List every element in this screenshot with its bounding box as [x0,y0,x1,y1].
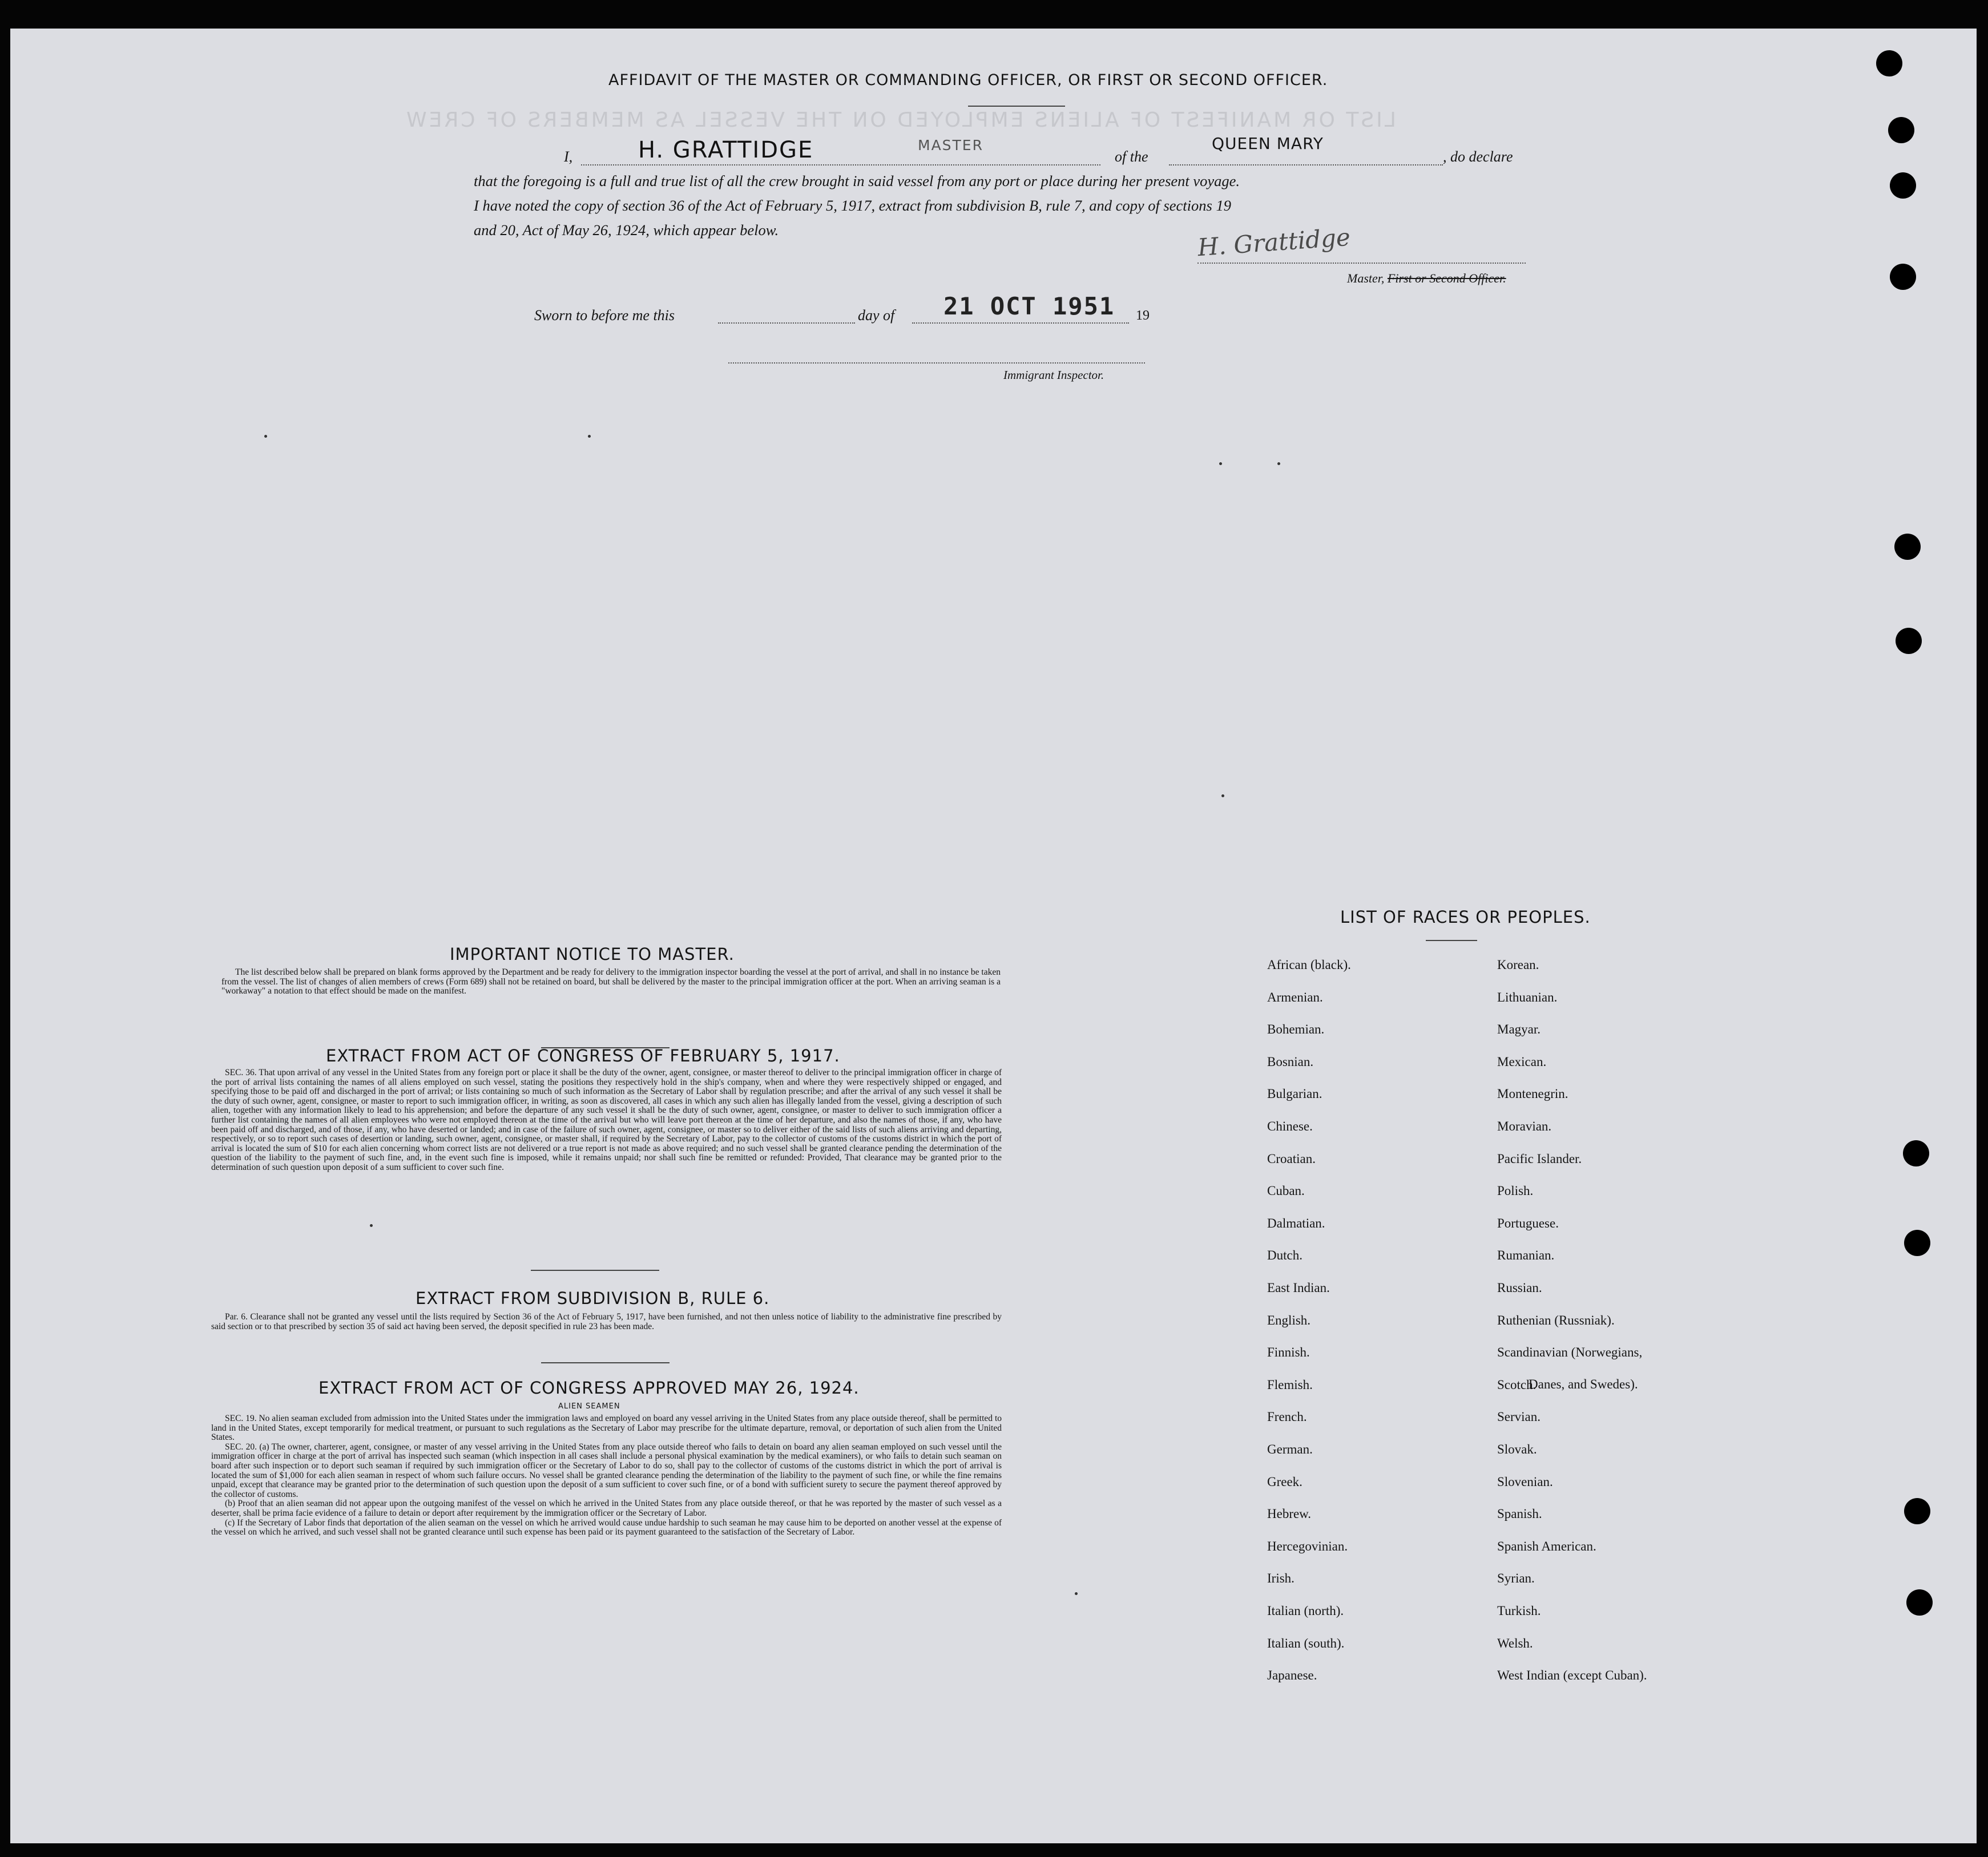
inspector-line [728,362,1145,364]
scan-speck [1277,462,1280,465]
extract-1917-title: EXTRACT FROM ACT OF CONGRESS OF FEBRUARY 5, 1917. [326,1046,840,1065]
race-item: Chinese. [1267,1119,1313,1133]
divider [531,1270,659,1271]
race-item: Bulgarian. [1267,1087,1322,1101]
race-item: Irish. [1267,1571,1295,1586]
punch-hole [1903,1140,1929,1166]
declaration-line-2: that the foregoing is a full and true list of all the crew brought in said vessel from any port or place during her present voyage. [474,172,1240,189]
scan-speck [264,435,267,438]
scan-speck [370,1224,373,1227]
race-item: English. [1267,1313,1311,1327]
race-item: Flemish. [1267,1377,1313,1392]
race-item: Turkish. [1497,1604,1541,1618]
race-item: Italian (south). [1267,1636,1345,1650]
scan-speck [1075,1592,1078,1595]
extract-1924-title: EXTRACT FROM ACT OF CONGRESS APPROVED MAY 26, 1924. [318,1378,860,1398]
extract-1917-text: SEC. 36. That upon arrival of any vessel in the United States from any foreign port or place it shall be the duty of the owner, agent, consignee, or master thereof to deliver to the principal immigration officer in charge of the port of arrival lists containing the names of all aliens employed on such vessel, stating the positions they respectively hold in the ship's company, when and where they were respectively shipped or engaged, and specifying those to be paid off and discharged in the port of arrival; or lists containing so much of such information as the Secretary of Labor shall by regulation prescribe; and after the arrival of any such vessel it shall be the duty of such owner, agent, consignee, or master to report to such immigration officer, in writing, as soon as discovered, all cases in which any such alien has illegally landed from the vessel, giving a description of such alien, together with any information likely to lead to his apprehension; and before the departure of any such vessel it shall be the duty of such owner, agent, consignee, or master to deliver to such immigration officer a further list containing the names of all alien employees who were not employed thereon at the time of the arrival but who will leave port thereon at the time of her departure, and also the names of those, if any, who have been paid off and discharged, and of those, if any, who have deserted or landed; and in case of the failure of such owner, agent, consignee, or master so to deliver either of the said lists of such aliens arriving and departing, respectively, or so to report such cases of desertion or landing, such owner, agent, consignee, or master shall, if required by the Secretary of Labor, pay to the collector of customs of the customs district in which the port of arrival is located the sum of $10 for each alien concerning whom correct lists are not delivered or a true report is not made as above required; and no such vessel shall be granted clearance pending the determination of the question of the liability to the payment of such fine, and, in the event such fine is imposed, while it remains unpaid; nor shall such fine be remitted or refunded: Provided, That clearance may be granted prior to the determination of such question upon deposit of a sum sufficient to cover such fine. [211,1068,1002,1172]
punch-hole [1896,628,1922,654]
scan-speck [1221,794,1224,797]
race-item: Pacific Islander. [1497,1151,1582,1166]
race-item: West Indian (except Cuban). [1497,1668,1647,1683]
do-declare-label: , do declare [1443,148,1513,165]
signature-line [1197,263,1526,264]
divider [541,1362,670,1363]
scan-speck [1219,462,1222,465]
master-name: H. GRATTIDGE [638,137,814,163]
race-item: Korean. [1497,958,1539,972]
sworn-date-line [912,322,1129,324]
caption-struck-officer: First or Second Officer. [1387,271,1506,285]
declaration-line-3: I have noted the copy of section 36 of the Act of February 5, 1917, extract from subdivision B, rule 7, and copy of sections 19 [474,197,1231,214]
sec-19: SEC. 19. No alien seaman excluded from admission into the United States under the immigration laws and employed on board any vessel arriving in the United States from any place outside thereof, shall be permitted to land in the United States, except temporarily for medical treatment, or pursuant to such regulations as the Secretary of Labor may prescribe for the ultimate departure, removal, or deportation of such alien from the United States. [211,1414,1002,1443]
caption-master: Master, [1347,271,1385,285]
vessel-name: QUEEN MARY [1212,134,1324,153]
race-item: Magyar. [1497,1022,1541,1037]
race-item: Bohemian. [1267,1022,1325,1037]
punch-hole [1904,1230,1930,1256]
race-item: French. [1267,1410,1307,1424]
race-item: Welsh. [1497,1636,1533,1650]
punch-hole [1890,172,1916,199]
manifest-page [10,29,1977,1843]
race-item: Slovak. [1497,1442,1537,1456]
punch-hole [1888,117,1914,143]
race-item: Finnish. [1267,1345,1310,1360]
race-right-continuation: Danes, and Swedes). [1529,1377,1638,1391]
race-item: Italian (north). [1267,1604,1344,1618]
name-line [581,164,1100,165]
race-item: Spanish. [1497,1507,1542,1521]
race-item: Scandinavian (Norwegians, [1497,1345,1643,1360]
race-item: Montenegrin. [1497,1087,1568,1101]
race-item: Dalmatian. [1267,1216,1325,1230]
date-stamp: 21 OCT 1951 [943,292,1115,320]
race-item: Ruthenian (Russniak). [1497,1313,1615,1327]
rank-value: MASTER [918,137,983,154]
sworn-day-line [718,322,855,324]
divider [968,106,1065,107]
subdivision-text: Par. 6. Clearance shall not be granted any vessel until the lists required by Section 36 of the Act of February 5, 1917, have been furnished, and not then unless notice of liability to the administrative fine prescribed by said section or to that prescribed by section 35 of said act having been served, the deposit specified in rule 23 has been made. [211,1312,1002,1331]
race-item: Dutch. [1267,1248,1303,1263]
race-item: East Indian. [1267,1281,1330,1295]
race-item: Hebrew. [1267,1507,1312,1521]
sworn-year: 19 [1136,308,1150,323]
sec-20b: (b) Proof that an alien seaman did not appear upon the outgoing manifest of the vessel on which he arrived in the United States from any place outside thereof, or that he was reported by the master of such vessel as a deserter, shall be prima facie evidence of a failure to detain or deport after requirement by the immigration officer or the Secretary of Labor. [211,1499,1002,1518]
punch-hole [1906,1589,1933,1616]
master-signature: H. Grattidge [1196,223,1352,262]
race-item: German. [1267,1442,1313,1456]
sworn-day-of: day of [858,307,895,324]
race-item: Portuguese. [1497,1216,1559,1230]
race-item: Syrian. [1497,1571,1535,1586]
sec-20c: (c) If the Secretary of Labor finds that deportation of the alien seaman on the vessel on which he arrived would cause undue hardship to such seaman he may cause him to be deported on another vessel at the expense of the vessel on which he arrived, and such vessel shall not be granted clearance until such expense has been paid or its payment guaranteed to the satisfaction of the Secretary of Labor. [211,1517,1002,1537]
race-item: Greek. [1267,1474,1303,1489]
race-item: Lithuanian. [1497,990,1558,1004]
inspector-caption: Immigrant Inspector. [1003,368,1104,382]
race-item: Mexican. [1497,1054,1547,1069]
vessel-line [1169,164,1443,165]
race-item: Bosnian. [1267,1054,1314,1069]
race-item: Russian. [1497,1281,1542,1295]
race-item: Moravian. [1497,1119,1552,1133]
race-item: Polish. [1497,1184,1534,1198]
punch-hole [1876,50,1902,76]
race-item: Hercegovinian. [1267,1539,1348,1553]
race-item: African (black). [1267,958,1351,972]
race-item: Croatian. [1267,1151,1316,1166]
sec-20a: SEC. 20. (a) The owner, charterer, agent, consignee, or master of any vessel arriving in the United States from any place outside thereof who fails to detain on board any alien seaman employed on such vessel until the immigration officer in charge at the port of arrival has inspected such seaman (which inspection in all cases shall include a personal physical examination by the medical examiners), or who fails to detain such seaman on board after such inspection or to deport such seaman if required by such immigration officer or the Secretary of Labor to do so, shall pay to the collector of customs of the customs district in which the port of arrival is located the sum of $1,000 for each alien seaman in respect of whom such failure occurs. No vessel shall be granted clearance pending the determination of the liability to the payment of such fine, or while the fine remains unpaid, except that clearance may be granted prior to the determination of such question upon the deposit of a sum sufficient to cover such fine, or of a bond with sufficient surety to secure the payment thereof approved by the collector of customs. [211,1442,1002,1499]
punch-hole [1904,1498,1930,1524]
punch-hole [1890,264,1916,290]
declaration-line-4: and 20, Act of May 26, 1924, which appear below. [474,221,779,239]
extract-1924-text [211,1414,1002,1537]
race-item: Cuban. [1267,1184,1305,1198]
race-item: Armenian. [1267,990,1323,1004]
race-item: Japanese. [1267,1668,1317,1683]
punch-hole [1894,534,1921,560]
declarant-prefix: I, [564,148,573,165]
extract-1924-subtitle: ALIEN SEAMEN [558,1402,620,1411]
race-item: Scotch. [1497,1377,1537,1392]
signature-caption [1347,271,1506,286]
scan-speck [588,435,591,438]
bleed-through-header: LIST OR MANIFEST OF ALIENS EMPLOYED ON THE VESSEL AS MEMBERS OF CREW [404,108,1396,132]
race-item: Spanish American. [1497,1539,1596,1553]
of-the-label: of the [1115,148,1148,165]
subdivision-title: EXTRACT FROM SUBDIVISION B, RULE 6. [416,1289,770,1308]
race-item: Servian. [1497,1410,1541,1424]
sworn-prefix: Sworn to before me this [534,307,675,324]
divider [1426,940,1477,941]
race-item: Rumanian. [1497,1248,1555,1263]
notice-text: The list described below shall be prepared on blank forms approved by the Department and be ready for delivery to the immigration inspector boarding the vessel at the port of arrival, and shall in no instance be taken from the vessel. The list of changes of alien members of crews (Form 689) shall not be retained on board, but shall be delivered by the master to the principal immigration officer at the port. When an arriving seaman is a "workaway" a notation to that effect should be made on the manifest. [221,967,1001,996]
races-title: LIST OF RACES OR PEOPLES. [1340,907,1591,927]
affidavit-title: AFFIDAVIT OF THE MASTER OR COMMANDING OFFICER, OR FIRST OR SECOND OFFICER. [608,71,1328,89]
race-item: Slovenian. [1497,1474,1553,1489]
notice-title: IMPORTANT NOTICE TO MASTER. [450,944,735,964]
